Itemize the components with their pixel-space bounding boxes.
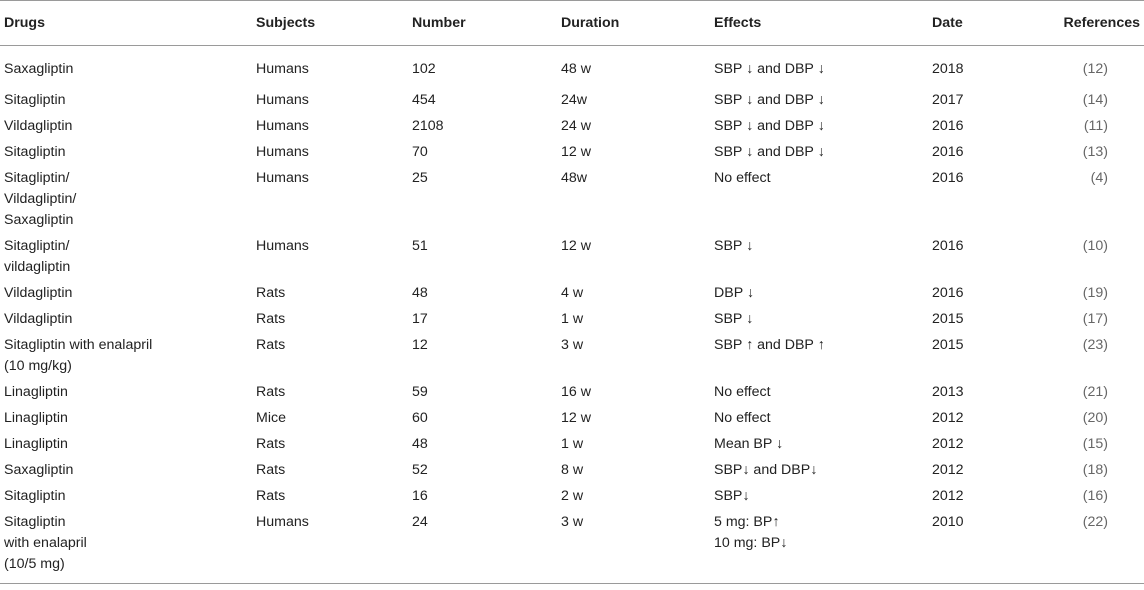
cell-number: 2108: [412, 118, 444, 134]
cell-effects: [710, 111, 928, 137]
cell-effects-line: SBP ↓ and DBP ↓: [714, 118, 825, 134]
cell-drug-line: with enalapril: [4, 535, 87, 551]
cell-drug-line: Saxagliptin: [4, 61, 74, 77]
cell-drug: [0, 507, 252, 584]
cell-number: 59: [412, 384, 428, 400]
cell-drug: [0, 85, 252, 111]
table-row: [0, 403, 1144, 429]
cell-reference: (18): [1082, 462, 1108, 478]
table-row: [0, 137, 1144, 163]
cell-subjects: Humans: [256, 144, 309, 160]
cell-date: 2016: [932, 285, 964, 301]
cell-drug: [0, 231, 252, 278]
cell-number: 102: [412, 61, 436, 77]
cell-effects: [710, 481, 928, 507]
cell-effects: [710, 403, 928, 429]
cell-effects-line: SBP ↓ and DBP ↓: [714, 144, 825, 160]
cell-date: 2016: [932, 170, 964, 186]
cell-number: 51: [412, 238, 428, 254]
cell-date: 2016: [932, 118, 964, 134]
cell-drug-line: Sitagliptin: [4, 488, 66, 504]
table-row: [0, 304, 1144, 330]
cell-subjects: Rats: [256, 488, 286, 504]
cell-drug-line: (10 mg/kg): [4, 358, 72, 374]
cell-reference: (10): [1082, 238, 1108, 254]
cell-duration: 12 w: [561, 410, 591, 426]
cell-reference: (20): [1082, 410, 1108, 426]
cell-reference: (17): [1082, 311, 1108, 327]
cell-drug-line: Sitagliptin: [4, 144, 66, 160]
cell-duration: 48 w: [561, 61, 591, 77]
cell-date: 2015: [932, 311, 964, 327]
cell-effects: [710, 278, 928, 304]
cell-drug-line: Sitagliptin: [4, 92, 66, 108]
cell-effects: [710, 429, 928, 455]
cell-subjects: Rats: [256, 311, 286, 327]
cell-number: 24: [408, 507, 557, 584]
cell-effects: [710, 231, 928, 278]
cell-reference: (21): [1082, 384, 1108, 400]
cell-duration: 16 w: [561, 384, 591, 400]
cell-effects: [710, 304, 928, 330]
cell-effects: [710, 377, 928, 403]
cell-duration: 1 w: [561, 311, 584, 327]
table-row: [0, 507, 1144, 584]
cell-subjects: Humans: [256, 92, 309, 108]
cell-reference: (19): [1082, 285, 1108, 301]
cell-drug-line: Sitagliptin: [4, 514, 66, 530]
table-header: [0, 1, 1144, 46]
table-row: [0, 330, 1144, 377]
header-date: Date: [928, 1, 1048, 46]
table-body: [0, 46, 1144, 584]
cell-subjects: Humans: [256, 238, 309, 254]
cell-number: 454: [412, 92, 436, 108]
cell-duration: 48w: [561, 170, 588, 186]
cell-effects-line: SBP ↓: [714, 311, 754, 327]
table-row: [0, 429, 1144, 455]
cell-number: 52: [412, 462, 428, 478]
cell-duration: 12 w: [561, 144, 591, 160]
cell-date: 2012: [932, 462, 964, 478]
cell-drug-line: Linagliptin: [4, 384, 68, 400]
cell-drug-line: Vildagliptin: [4, 118, 73, 134]
cell-drug-line: Vildagliptin/: [4, 191, 77, 207]
cell-reference: (15): [1082, 436, 1108, 452]
cell-drug: [0, 111, 252, 137]
cell-subjects: Rats: [256, 436, 286, 452]
table-row: [0, 481, 1144, 507]
cell-drug-line: Sitagliptin/: [4, 238, 70, 254]
cell-effects-line: No effect: [714, 410, 771, 426]
cell-date: 2018: [932, 61, 964, 77]
header-duration: Duration: [557, 1, 710, 46]
cell-number: 70: [412, 144, 428, 160]
cell-subjects: Humans: [256, 61, 309, 77]
cell-number: 48: [412, 436, 428, 452]
cell-effects-line: No effect: [714, 170, 771, 186]
cell-number: 16: [412, 488, 428, 504]
cell-effects-line: No effect: [714, 384, 771, 400]
cell-duration: 8 w: [561, 462, 584, 478]
cell-subjects: Humans: [252, 507, 408, 584]
table-row: [0, 231, 1144, 278]
cell-drug: [0, 46, 252, 86]
cell-drug-line: Sitagliptin with enalapril: [4, 337, 153, 353]
table-row: [0, 46, 1144, 86]
cell-number: 12: [412, 337, 428, 353]
header-drugs: Drugs: [0, 1, 252, 46]
cell-effects: [710, 85, 928, 111]
cell-date: 2013: [932, 384, 964, 400]
cell-reference: (23): [1082, 337, 1108, 353]
cell-drug: [0, 377, 252, 403]
cell-drug: [0, 278, 252, 304]
cell-reference: (4): [1090, 170, 1108, 186]
cell-effects-line: SBP ↓ and DBP ↓: [714, 61, 825, 77]
cell-duration: 4 w: [561, 285, 584, 301]
cell-drug-line: Vildagliptin: [4, 285, 73, 301]
cell-effects-line: SBP↓: [714, 488, 750, 504]
cell-number: 25: [412, 170, 428, 186]
cell-drug: [0, 137, 252, 163]
cell-reference: (13): [1082, 144, 1108, 160]
cell-effects-line: 10 mg: BP↓: [714, 535, 788, 551]
header-row: [0, 1, 1144, 46]
cell-date: 2010: [928, 507, 1048, 584]
cell-reference: (14): [1082, 92, 1108, 108]
cell-subjects: Humans: [256, 118, 309, 134]
cell-date: 2016: [932, 238, 964, 254]
cell-duration: 24 w: [561, 118, 591, 134]
cell-drug: [0, 455, 252, 481]
cell-drug: [0, 481, 252, 507]
cell-date: 2017: [932, 92, 964, 108]
cell-duration: 1 w: [561, 436, 584, 452]
cell-date: 2012: [932, 436, 964, 452]
cell-drug-line: Linagliptin: [4, 410, 68, 426]
cell-reference: (11): [1083, 118, 1108, 134]
table-row: [0, 455, 1144, 481]
cell-subjects: Humans: [256, 170, 309, 186]
cell-drug-line: Saxagliptin: [4, 212, 74, 228]
header-subjects: Subjects: [252, 1, 408, 46]
cell-drug-line: Sitagliptin/: [4, 170, 70, 186]
cell-reference: (16): [1082, 488, 1108, 504]
cell-date: 2015: [932, 337, 964, 353]
cell-date: 2012: [932, 488, 964, 504]
cell-duration: 12 w: [561, 238, 591, 254]
cell-duration: 3 w: [561, 337, 584, 353]
cell-drug: [0, 304, 252, 330]
cell-subjects: Rats: [256, 462, 286, 478]
header-effects: Effects: [710, 1, 928, 46]
cell-effects: [710, 46, 928, 86]
cell-date: 2012: [932, 410, 964, 426]
cell-duration: 24w: [561, 92, 588, 108]
cell-subjects: Rats: [256, 285, 286, 301]
cell-date: 2016: [932, 144, 964, 160]
cell-subjects: Mice: [256, 410, 286, 426]
cell-effects-line: DBP ↓: [714, 285, 754, 301]
cell-effects-line: SBP ↓: [714, 238, 754, 254]
cell-number: 17: [412, 311, 428, 327]
cell-drug-line: Saxagliptin: [4, 462, 74, 478]
cell-drug: [0, 163, 252, 231]
cell-drug-line: vildagliptin: [4, 259, 71, 275]
cell-duration: 3 w: [557, 507, 710, 584]
cell-drug-line: Linagliptin: [4, 436, 68, 452]
cell-effects: [710, 455, 928, 481]
header-number: Number: [408, 1, 557, 46]
cell-number: 60: [412, 410, 428, 426]
cell-reference: (12): [1082, 61, 1108, 77]
table-row: [0, 111, 1144, 137]
table-row: [0, 278, 1144, 304]
cell-drug-line: Vildagliptin: [4, 311, 73, 327]
table-row: [0, 377, 1144, 403]
cell-reference: (22): [1048, 507, 1144, 584]
cell-subjects: Rats: [256, 337, 286, 353]
header-references: References: [1048, 1, 1144, 46]
cell-effects-line: Mean BP ↓: [714, 436, 784, 452]
cell-effects: [710, 330, 928, 377]
cell-effects-line: 5 mg: BP↑: [714, 514, 780, 530]
cell-number: 48: [412, 285, 428, 301]
cell-drug-line: (10/5 mg): [4, 556, 65, 572]
table-row: [0, 85, 1144, 111]
cell-effects: [710, 163, 928, 231]
table-row: [0, 163, 1144, 231]
cell-effects-line: SBP ↑ and DBP ↑: [714, 337, 825, 353]
cell-drug: [0, 429, 252, 455]
cell-duration: 2 w: [561, 488, 584, 504]
cell-drug: [0, 403, 252, 429]
cell-effects-line: SBP↓ and DBP↓: [714, 462, 818, 478]
cell-effects: [710, 507, 928, 584]
cell-effects: [710, 137, 928, 163]
cell-drug: [0, 330, 252, 377]
cell-effects-line: SBP ↓ and DBP ↓: [714, 92, 825, 108]
cell-subjects: Rats: [256, 384, 286, 400]
